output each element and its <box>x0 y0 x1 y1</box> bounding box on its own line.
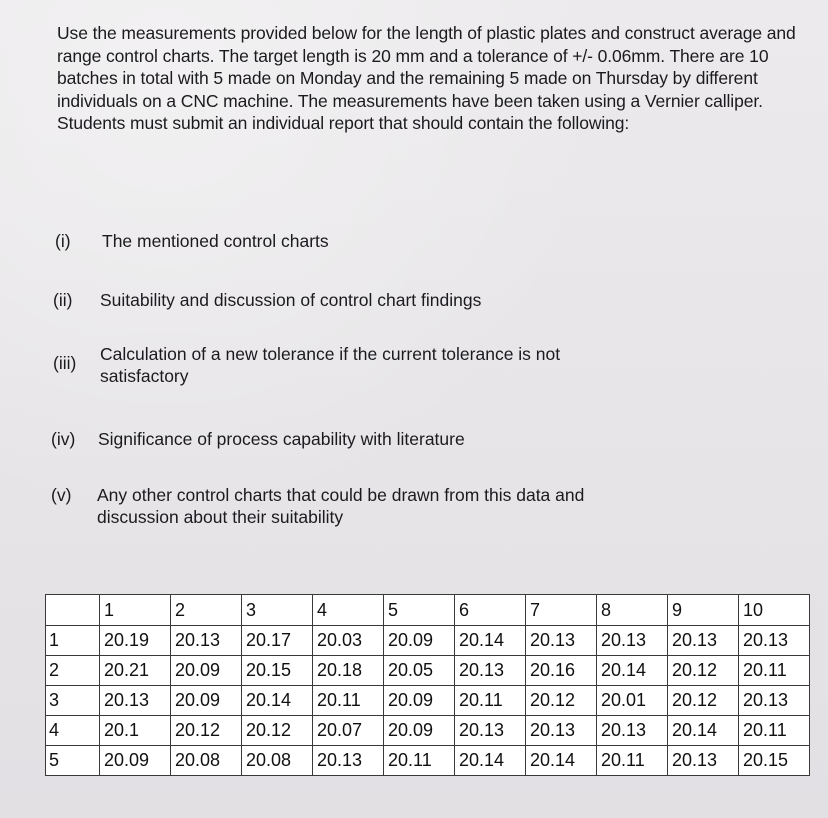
column-header: 9 <box>668 595 739 626</box>
table-cell: 20.13 <box>171 626 242 656</box>
table-row <box>46 626 810 656</box>
item-text: The mentioned control charts <box>102 231 329 251</box>
column-header: 6 <box>455 595 526 626</box>
table-cell: 20.14 <box>526 746 597 776</box>
table-cell: 20.14 <box>455 626 526 656</box>
table-cell: 20.13 <box>739 626 810 656</box>
table-cell: 20.11 <box>739 716 810 746</box>
table-cell: 20.12 <box>242 716 313 746</box>
column-header: 5 <box>384 595 455 626</box>
table-cell: 20.13 <box>526 626 597 656</box>
item-text: Suitability and discussion of control chart findings <box>100 290 482 310</box>
table-cell: 20.05 <box>384 656 455 686</box>
item-text: Calculation of a new tolerance if the current tolerance is not satisfactory <box>100 344 561 386</box>
table-cell: 20.13 <box>668 626 739 656</box>
table-cell: 20.09 <box>171 656 242 686</box>
table-cell: 20.13 <box>455 656 526 686</box>
measurements-table <box>45 594 810 776</box>
item-number: (i) <box>55 231 71 251</box>
table-cell: 20.13 <box>739 686 810 716</box>
table-cell: 20.11 <box>739 656 810 686</box>
table-cell: 20.1 <box>100 716 171 746</box>
table-cell: 20.17 <box>242 626 313 656</box>
table-row <box>46 686 810 716</box>
table-cell: 20.19 <box>100 626 171 656</box>
table-cell: 20.11 <box>455 686 526 716</box>
column-header: 7 <box>526 595 597 626</box>
column-header: 1 <box>100 595 171 626</box>
row-header: 3 <box>46 686 100 716</box>
item-text: Any other control charts that could be drawn from this data and discussion about their suitability <box>97 485 585 527</box>
instructions-paragraph: Use the measurements provided below for the length of plastic plates and construct average and range control charts. The target length is 20 mm and a tolerance of +/- 0.06mm. There are 10 batches in total with 5 made on Monday and the remaining 5 made on Thursday by different individuals on a CNC machine. The measurements have been taken using a Vernier calliper. Students must submit an individual report that should contain the following: <box>57 23 796 133</box>
table-cell: 20.16 <box>526 656 597 686</box>
item-number: (v) <box>51 485 72 505</box>
table-cell: 20.09 <box>384 716 455 746</box>
table-cell: 20.12 <box>526 686 597 716</box>
table-cell: 20.14 <box>668 716 739 746</box>
column-header: 10 <box>739 595 810 626</box>
row-header: 5 <box>46 746 100 776</box>
table-cell: 20.12 <box>668 656 739 686</box>
table-cell: 20.13 <box>668 746 739 776</box>
table-cell: 20.12 <box>668 686 739 716</box>
column-header: 4 <box>313 595 384 626</box>
table-header-row <box>46 595 810 626</box>
table-cell: 20.11 <box>597 746 668 776</box>
row-header: 2 <box>46 656 100 686</box>
table-cell: 20.21 <box>100 656 171 686</box>
table-cell: 20.08 <box>242 746 313 776</box>
table-cell: 20.11 <box>384 746 455 776</box>
corner-cell <box>46 595 100 626</box>
table-cell: 20.14 <box>455 746 526 776</box>
table-cell: 20.13 <box>455 716 526 746</box>
row-header: 4 <box>46 716 100 746</box>
table-cell: 20.14 <box>597 656 668 686</box>
table-cell: 20.13 <box>597 716 668 746</box>
table-cell: 20.01 <box>597 686 668 716</box>
table-cell: 20.15 <box>242 656 313 686</box>
column-header: 8 <box>597 595 668 626</box>
table-row <box>46 746 810 776</box>
table-cell: 20.09 <box>100 746 171 776</box>
table-cell: 20.09 <box>384 626 455 656</box>
table-cell: 20.03 <box>313 626 384 656</box>
table-row <box>46 716 810 746</box>
row-header: 1 <box>46 626 100 656</box>
table-cell: 20.13 <box>313 746 384 776</box>
table-cell: 20.14 <box>242 686 313 716</box>
table-cell: 20.12 <box>171 716 242 746</box>
column-header: 2 <box>171 595 242 626</box>
table-cell: 20.13 <box>526 716 597 746</box>
table-cell: 20.09 <box>171 686 242 716</box>
item-number: (ii) <box>53 290 73 310</box>
table-cell: 20.09 <box>384 686 455 716</box>
table-cell: 20.15 <box>739 746 810 776</box>
item-text: Significance of process capability with literature <box>98 429 465 449</box>
table-cell: 20.08 <box>171 746 242 776</box>
table-cell: 20.11 <box>313 686 384 716</box>
table-cell: 20.18 <box>313 656 384 686</box>
column-header: 3 <box>242 595 313 626</box>
table-cell: 20.13 <box>597 626 668 656</box>
table-row <box>46 656 810 686</box>
table-cell: 20.13 <box>100 686 171 716</box>
item-number: (iii) <box>53 353 77 373</box>
table-cell: 20.07 <box>313 716 384 746</box>
item-number: (iv) <box>51 429 76 449</box>
